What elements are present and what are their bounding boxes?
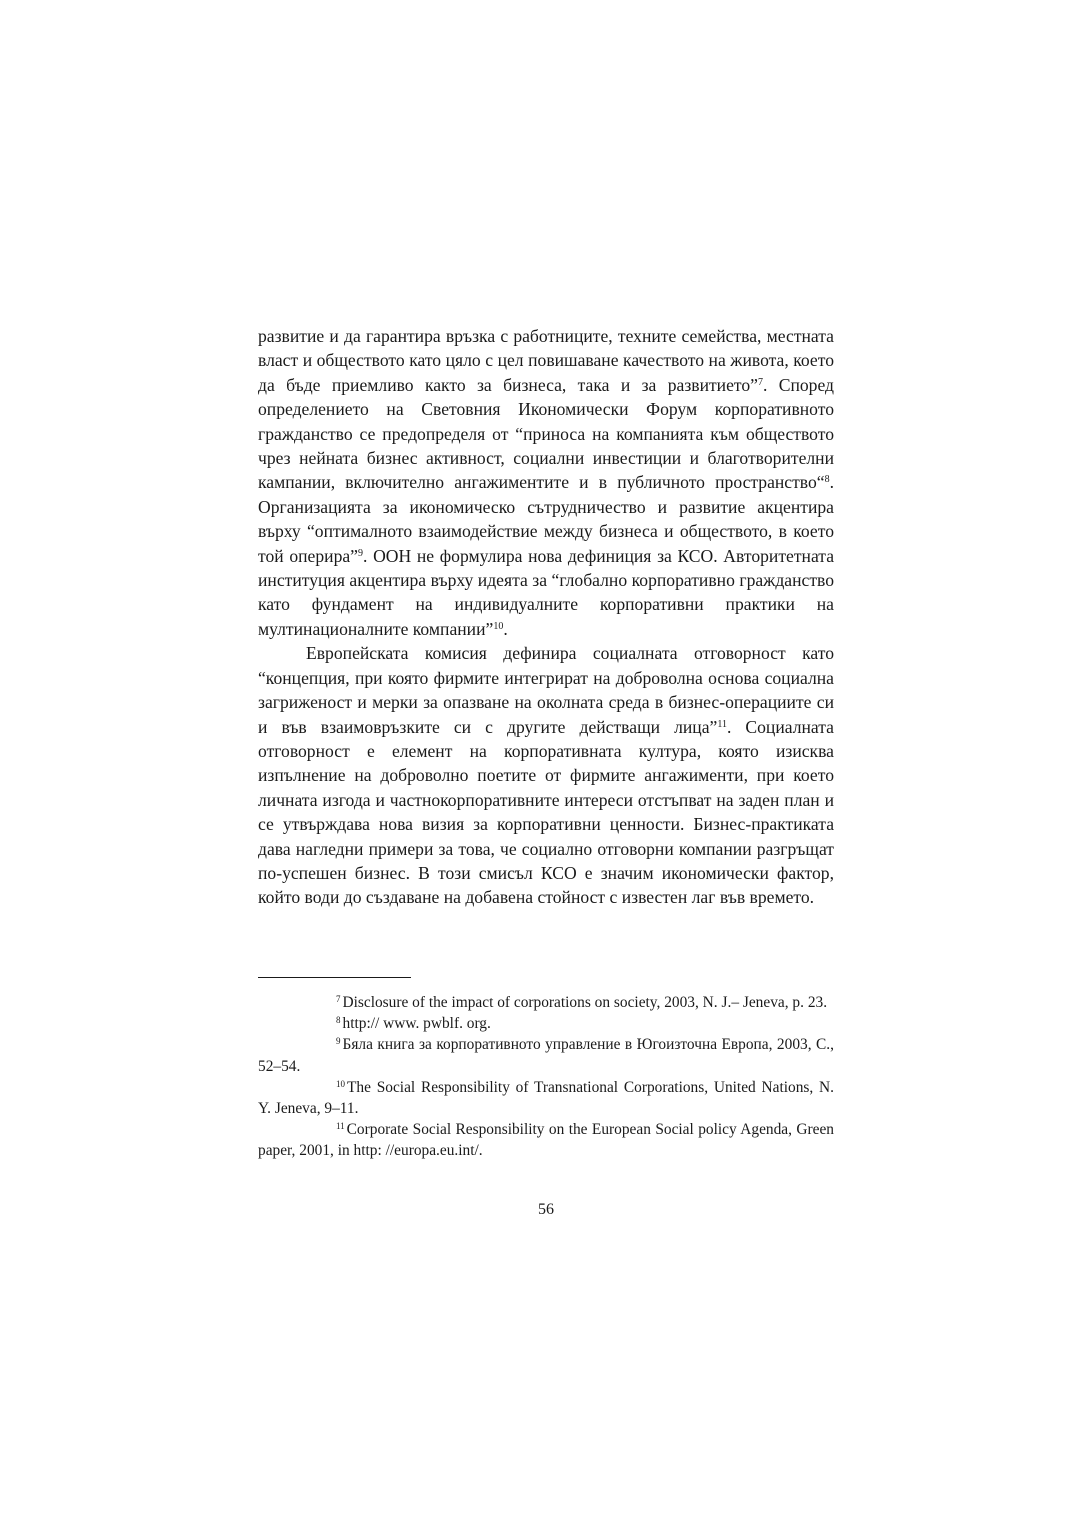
page-number: 56 <box>538 1201 554 1218</box>
footnote-reference: 9 <box>358 547 363 559</box>
footnote-number: 11 <box>336 1121 345 1132</box>
footnote-text: Бяла книга за корпоративното управление в Югоизточна Европа, 2003, С., 52–54. <box>258 1036 834 1075</box>
body-text <box>258 324 834 910</box>
footnote-number: 7 <box>336 994 341 1004</box>
footnote-text: Corporate Social Responsibility on the European Social policy Agenda, Green paper, 2001, in http: //europa.eu.int/. <box>258 1121 834 1160</box>
footnote-reference: 8 <box>824 474 830 486</box>
paragraph-text: . Социалната отговорност е елемент на корпоративната култура, която изисква изпълнение на доброволно поетите от фирмите ангажименти, при което личната изгода и частнокорпоративните интереси отстъпват на заден план и се утвърждава нова визия за корпоративни ценности. Бизнес-практиката дава нагледни примери за това, че социално отговорни компании разгръщат по-успешен бизнес. В този смисъл КСО е значим икономически фактор, който води до създаване на добавена стойност с известен лаг във времето. <box>258 716 834 908</box>
footnote-reference: 11 <box>717 718 727 730</box>
footnote-separator <box>258 977 411 978</box>
footnote <box>258 1013 834 1034</box>
paragraph-text: . <box>503 618 508 639</box>
footnote <box>258 992 834 1013</box>
paragraph-text: . ООН не формулира нова дефиниция за КСО. Авторитетната институция акцентира върху идеята за “глобално корпоративно гражданство като фундамент на индивидуалните корпоративни практики на мултинационалните компании” <box>258 545 835 639</box>
footnote-reference: 10 <box>493 620 504 632</box>
paragraph-text: Европейската комисия дефинира социалната отговорност като “концепция, при която фирмите интегрират на доброволна основа социална загриженост и мерки за опазване на околната среда в бизнес-операциите си и във взаимовръзките си с другите действащи лица” <box>258 643 834 737</box>
footnotes <box>258 992 834 1162</box>
paragraph <box>258 641 834 909</box>
paragraph-text: . Според определението на Световния Икономически Форум корпоративното гражданство се предопределя от “приноса на компанията към обществото чрез нейната бизнес активност, социални инвестиции и благотворителни кампании, включително ангажиментите и в публичното пространство“ <box>258 374 834 493</box>
footnote-number: 8 <box>336 1015 341 1026</box>
footnote <box>258 1077 834 1119</box>
footnote-number: 10 <box>336 1078 345 1089</box>
footnote-number: 9 <box>336 1036 341 1047</box>
paragraph <box>258 324 834 641</box>
footnote-text: The Social Responsibility of Transnational Corporations, United Nations, N. Y. Jeneva, 9–11. <box>258 1078 834 1118</box>
footnote-text: http:// www. pwblf. org. <box>342 1015 491 1033</box>
footnote <box>258 1034 834 1076</box>
paragraph-text: развитие и да гарантира връзка с работниците, техните семейства, местната власт и обществото като цяло с цел повишаване качеството на живота, което да бъде приемливо както за бизнеса, така и за развитието” <box>258 326 834 395</box>
footnote <box>258 1119 834 1161</box>
footnote-text: Disclosure of the impact of corporations on society, 2003, N. J.– Jeneva, p. 23. <box>342 994 828 1011</box>
paragraph-text: . Организацията за икономическо сътрудничество и развитие акцентира върху “оптималното взаимодействие между бизнеса и обществото, в което той оперира” <box>258 472 834 566</box>
footnote-reference: 7 <box>757 376 763 388</box>
